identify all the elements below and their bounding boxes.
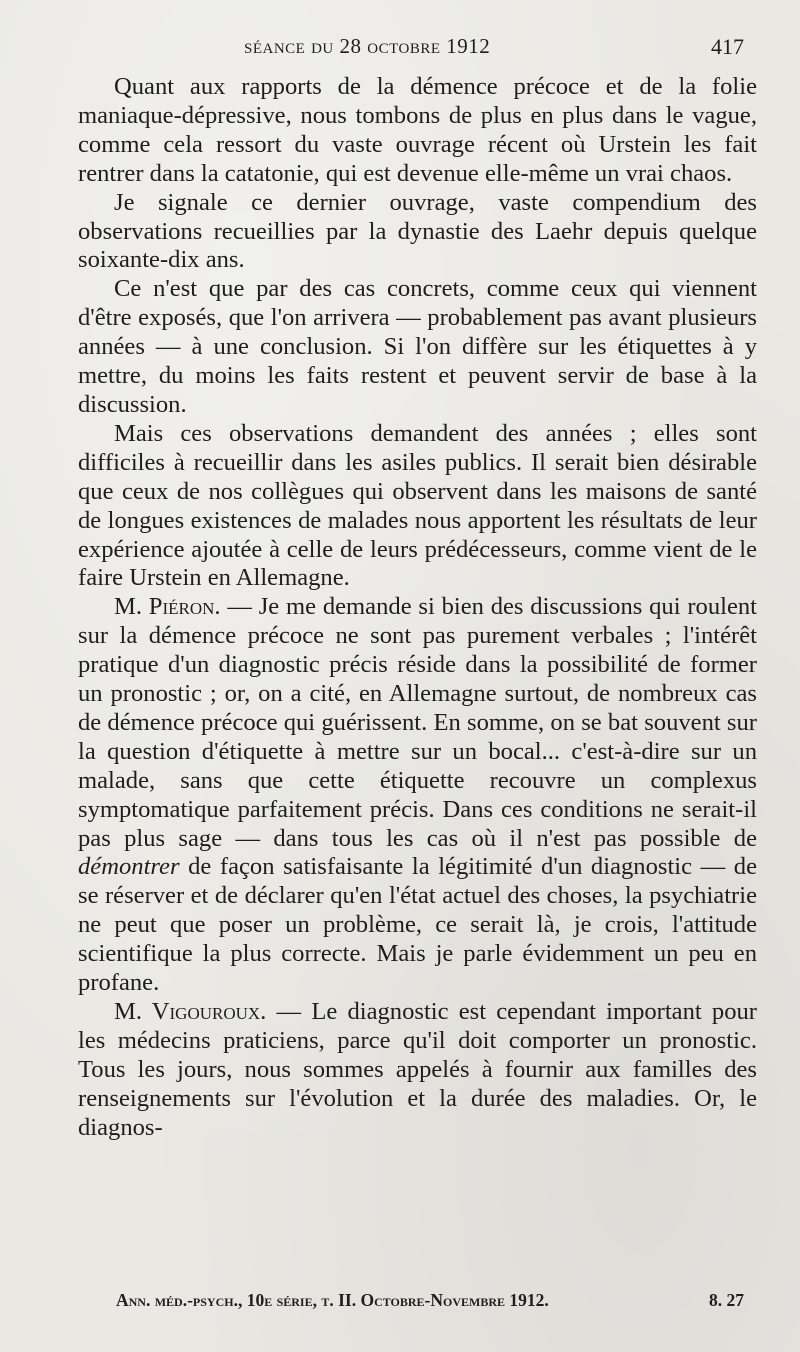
paragraph — [78, 998, 757, 1143]
emphasized-text: démontrer — [78, 853, 180, 881]
speaker-name: M. Vigouroux. — [114, 998, 267, 1025]
paragraph — [78, 593, 757, 998]
running-title: séance du 28 octobre 1912 — [244, 34, 491, 58]
text-segment: de façon satisfaisante la légitimité d'un diagnostic — de se réserver et de déclarer qu'en l'état actuel des choses, la psychiatrie ne peut que poser un problème, ce serait là, je crois, l'attitude scientifique la plus correcte. Mais je parle évidemment un peu en profane. — [78, 853, 757, 997]
speaker-name: M. Piéron. — [114, 593, 221, 621]
text-segment: — Je me demande si bien des discussions qui roulent sur la démence précoce ne sont pas purement verbales ; l'intérêt pratique d'un diagnostic précis réside dans la possibilité de former un pronostic ; or, on a cité, en Allemagne surtout, de nombreux cas de démence précoce qui guérissent. En somme, on se bat souvent sur la question d'étiquette à mettre sur un bocal... c'est-à-dire sur un malade, sans que cette étiquette recouvre un complexus symptomatique parfaitement précis. Dans ces conditions ne serait-il pas plus sage — dans tous les cas où il n'est pas possible de — [78, 593, 757, 852]
paragraph — [78, 73, 757, 189]
text-segment: Mais ces observations demandent des années ; elles sont difficiles à recueillir dans les asiles publics. Il serait bien désirable que ceux de nos collègues qui observent dans les maisons de santé de longues existences de malades nous apportent les résultats de leur expérience ajoutée à celle de leurs prédécesseurs, comme vient de le faire Urstein en Allemagne. — [78, 419, 757, 592]
paragraph — [78, 275, 757, 420]
text-segment: Quant aux rapports de la démence précoce et de la folie maniaque-dépressive, nous tombons de plus en plus dans le vague, comme cela ressort du vaste ouvrage récent où Urstein les fait rentrer dans la catatonie, qui est devenue elle-même un vrai chaos. — [78, 73, 757, 187]
text-segment: — Le diagnostic est cependant important pour les médecins praticiens, parce qu'il doit comporter un pronostic. Tous les jours, nous sommes appelés à fournir aux familles des renseignements sur l'évolution et la durée des maladies. Or, le diagnos- — [78, 998, 758, 1141]
paragraph — [78, 189, 757, 276]
text-segment: Je signale ce dernier ouvrage, vaste compendium des observations recueillies par la dynastie des Laehr depuis quelque soixante-dix ans. — [78, 188, 757, 274]
body-text — [78, 73, 757, 1143]
page-footer — [78, 1290, 744, 1318]
paragraph — [78, 420, 757, 593]
text-segment: Ce n'est que par des cas concrets, comme ceux qui viennent d'être exposés, que l'on arrivera — probablement pas avant plusieurs années — à une conclusion. Si l'on diffère sur les étiquettes à y mettre, du moins les faits restent et peuvent servir de base à la discussion. — [78, 275, 757, 418]
signature-mark: 8. 27 — [709, 1290, 744, 1310]
running-head — [78, 34, 744, 64]
journal-citation: Ann. méd.-psych., 10e série, t. II. Octobre-Novembre 1912. — [116, 1290, 549, 1310]
page-number: 417 — [711, 34, 744, 59]
